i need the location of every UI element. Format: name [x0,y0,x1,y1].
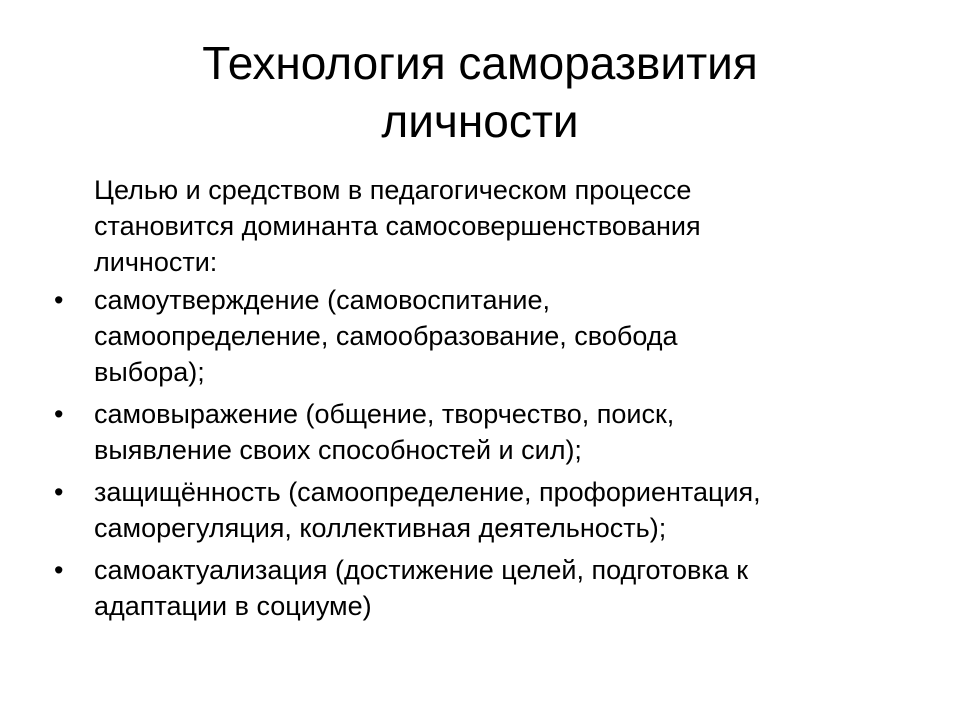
intro-paragraph [52,172,892,280]
bullet-line: саморегуляция, коллективная деятельность); [94,513,667,543]
intro-line: становится доминанта самосовершенствования [94,211,701,241]
bullet-text [94,396,892,468]
bullet-dot-icon: • [54,399,64,429]
bullet-text [94,552,892,624]
slide-title-line: Технология саморазвития [202,37,758,89]
bullet-line: защищённость (самоопределение, профориентация, [94,477,761,507]
bullet-dot-icon: • [54,555,64,585]
bullet-item [52,282,892,390]
bullet-text [94,282,892,390]
intro-line: Целью и средством в педагогическом процессе [94,175,692,205]
bullet-line: адаптации в социуме) [94,591,372,621]
bullet-line: самоопределение, самообразование, свобода [94,321,678,351]
bullet-line: выявление своих способностей и сил); [94,435,582,465]
bullet-item [52,474,892,546]
bullet-text [94,474,892,546]
bullet-dot-icon: • [54,285,64,315]
slide-body [52,172,892,630]
slide-title-line: личности [381,95,579,147]
bullet-line: выбора); [94,357,205,387]
bullet-dot-icon: • [54,477,64,507]
bullet-list [52,282,892,624]
bullet-line: самоутверждение (самовоспитание, [94,285,551,315]
bullet-item [52,396,892,468]
bullet-line: самовыражение (общение, творчество, поиск, [94,399,675,429]
bullet-item [52,552,892,624]
bullet-line: самоактуализация (достижение целей, подготовка к [94,555,749,585]
slide-title [60,34,900,150]
intro-line: личности: [94,247,218,277]
